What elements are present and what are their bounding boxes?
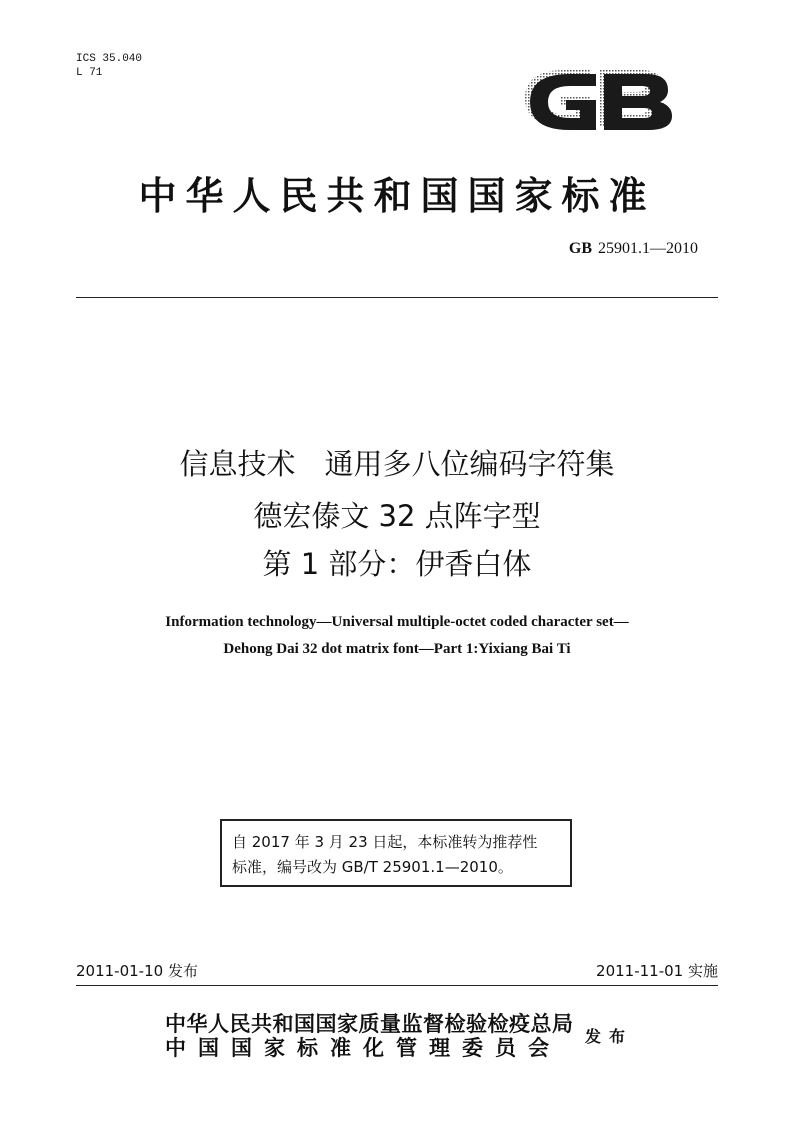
standard-number (569, 240, 698, 258)
issuer-line-1: 中华人民共和国国家质量监督检验检疫总局 (165, 1011, 574, 1036)
english-title-line-2: Dehong Dai 32 dot matrix font—Part 1:Yixiang Bai Ti (223, 641, 571, 657)
status-notice-box (220, 819, 572, 887)
gb-logo (518, 62, 680, 142)
ics-code: ICS 35.040 (76, 53, 143, 65)
english-title-line-1: Information technology—Universal multiple-octet coded character set— (165, 614, 629, 630)
issue-date: 2011-01-10 发布 (76, 962, 198, 980)
standard-title: 中华人民共和国国家标准 (138, 173, 656, 218)
bottom-divider (76, 985, 718, 986)
issuer-line-2: 中国国家标准化管理委员会 (165, 1035, 561, 1060)
chinese-title-line-3: 第 1 部分：伊香白体 (262, 547, 532, 581)
notice-line-1: 自 2017 年 3 月 23 日起，本标准转为推荐性 (232, 833, 538, 851)
effective-date: 2011-11-01 实施 (596, 962, 718, 980)
chinese-title-line-2: 德宏傣文 32 点阵字型 (253, 499, 541, 533)
top-divider (76, 297, 718, 298)
standard-prefix: GB (568, 240, 592, 257)
chinese-title-line-1: 信息技术 通用多八位编码字符集 (179, 447, 615, 481)
publish-label: 发布 (585, 1027, 634, 1046)
notice-line-2: 标准，编号改为 GB/T 25901.1—2010。 (232, 858, 513, 876)
ccs-code: L 71 (76, 67, 103, 79)
standard-number-value: 25901.1—2010 (598, 240, 698, 257)
classification-codes (76, 52, 142, 80)
